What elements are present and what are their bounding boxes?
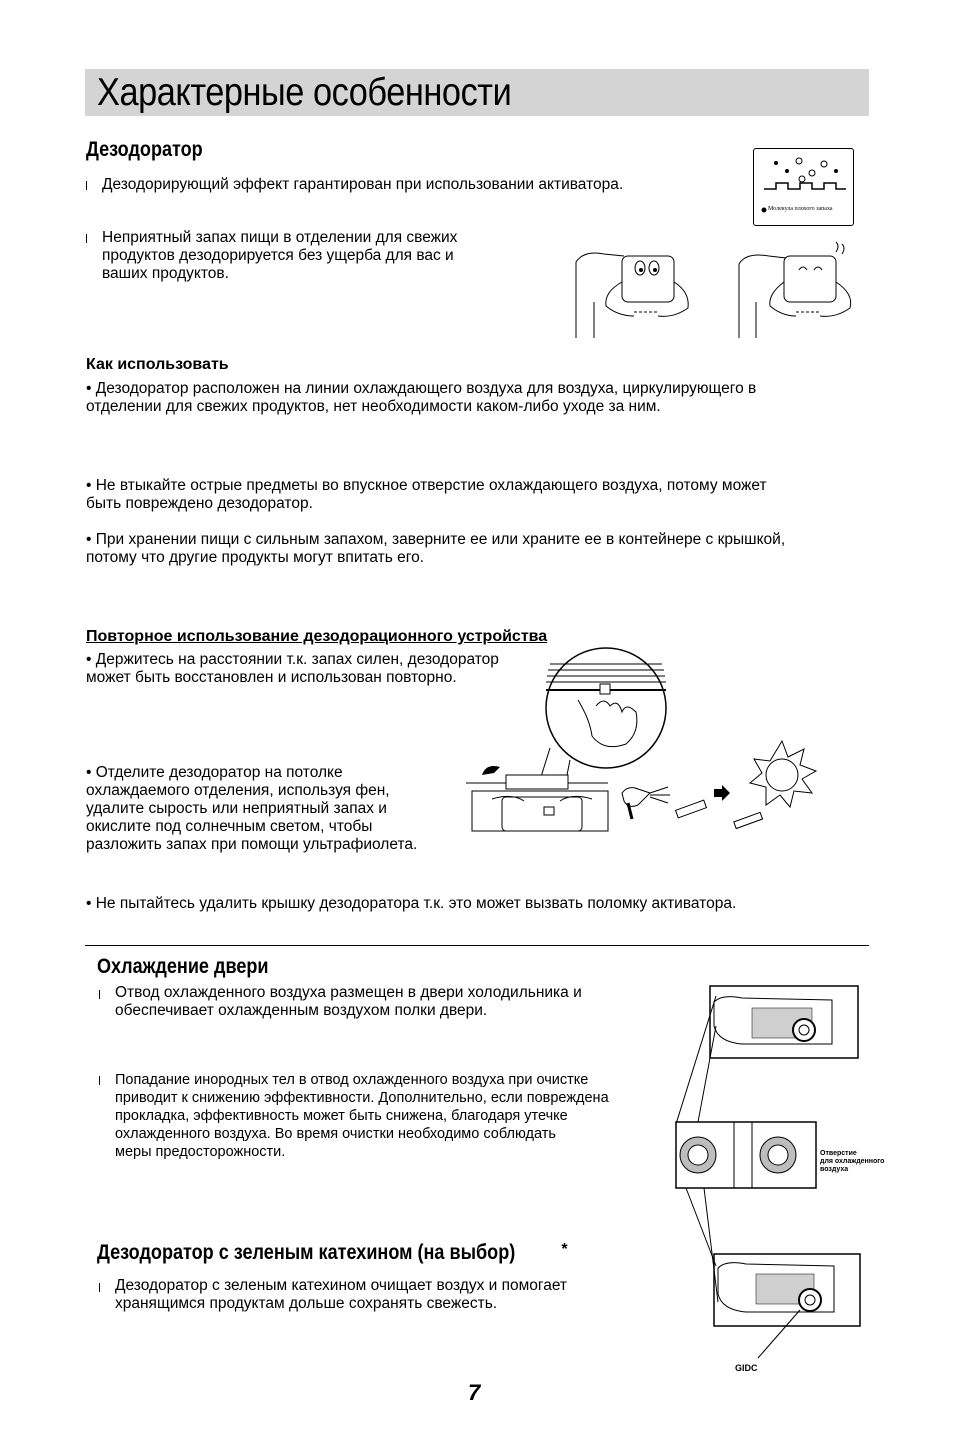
door-cooling-heading: Охлаждение двери — [97, 955, 269, 978]
bullet-marker — [99, 1283, 100, 1292]
door-cooling-item-1: Отвод охлажденного воздуха размещен в двери холодильника и обеспечивает охлажденным воздухом полки двери. — [115, 984, 582, 1019]
odor-legend: Молекула плохого запаха — [768, 206, 833, 212]
gidc-callout: GIDC — [735, 1363, 758, 1373]
optional-asterisk: * — [561, 1241, 568, 1258]
bullet-marker — [86, 181, 87, 190]
how-to-use-item-2: • Не втыкайте острые предметы во впускное отверстие охлаждающего воздуха, потому может быть повреждено дезодоратор. — [86, 477, 767, 512]
odor-molecule-diagram — [753, 148, 854, 226]
bullet-marker — [99, 990, 100, 999]
page-title: Характерные особенности — [97, 71, 512, 114]
bullet-marker — [86, 234, 87, 243]
section-divider — [85, 945, 869, 946]
bullet-marker — [99, 1076, 100, 1085]
green-catechin-heading — [97, 1241, 568, 1265]
page-number: 7 — [468, 1380, 481, 1405]
odor-molecule-graphic — [754, 149, 853, 225]
door-cooling-item-2: Попадание инородных тел в отвод охлажденного воздуха при очистке приводит к снижению эффективности. Дополнительно, если повреждена прокладка, эффективность может быть снижена, благодаря утечке охлажденного воздуха. Во время очистки необходимо соблюдать меры предосторожности. — [115, 1072, 609, 1160]
green-catechin-item-1: Дезодоратор с зеленым катехином очищает воздух и помогает хранящимся продуктам дольше сохранять свежесть. — [115, 1277, 568, 1312]
how-to-use-item-1: • Дезодоратор расположен на линии охлаждающего воздуха для воздуха, циркулирующего в отделении для свежих продуктов, нет необходимости каком-либо уходе за ним. — [86, 380, 757, 415]
deodorizer-heading: Дезодоратор — [86, 138, 203, 161]
reuse-item-2: • Отделите дезодоратор на потолке охлаждаемого отделения, используя фен, удалите сырость или неприятный запах и окислите под солнечным светом, чтобы разложить запах при помощи ультрафиолета. — [86, 764, 418, 853]
reuse-item-3: • Не пытайтесь удалить крышку дезодоратора т.к. это может вызвать поломку активатора. — [86, 895, 737, 912]
reuse-item-1: • Держитесь на расстоянии т.к. запах силен, дезодоратор может быть восстановлен и использован повторно. — [86, 651, 499, 686]
how-to-use-item-3: • При хранении пищи с сильным запахом, заверните ее или храните ее в контейнере с крышкой, потому что другие продукты могут впитать его. — [86, 531, 786, 566]
green-catechin-title: Дезодоратор с зеленым катехином (на выбор) — [97, 1241, 516, 1264]
deodorizer-item-1: Дезодорирующий эффект гарантирован при использовании активатора. — [102, 176, 624, 193]
deodorizer-drying-illustration — [462, 735, 822, 835]
vent-hole-callout: Отверстие для охлажденного воздуха — [820, 1150, 885, 1173]
reuse-heading: Повторное использование дезодорационного устройства — [86, 628, 548, 645]
fridge-characters-illustration — [574, 242, 864, 340]
how-to-use-heading: Как использовать — [86, 356, 229, 373]
deodorizer-item-2: Неприятный запах пищи в отделении для свежих продуктов дезодорируется без ущерба для вас и ваших продуктов. — [102, 229, 458, 282]
